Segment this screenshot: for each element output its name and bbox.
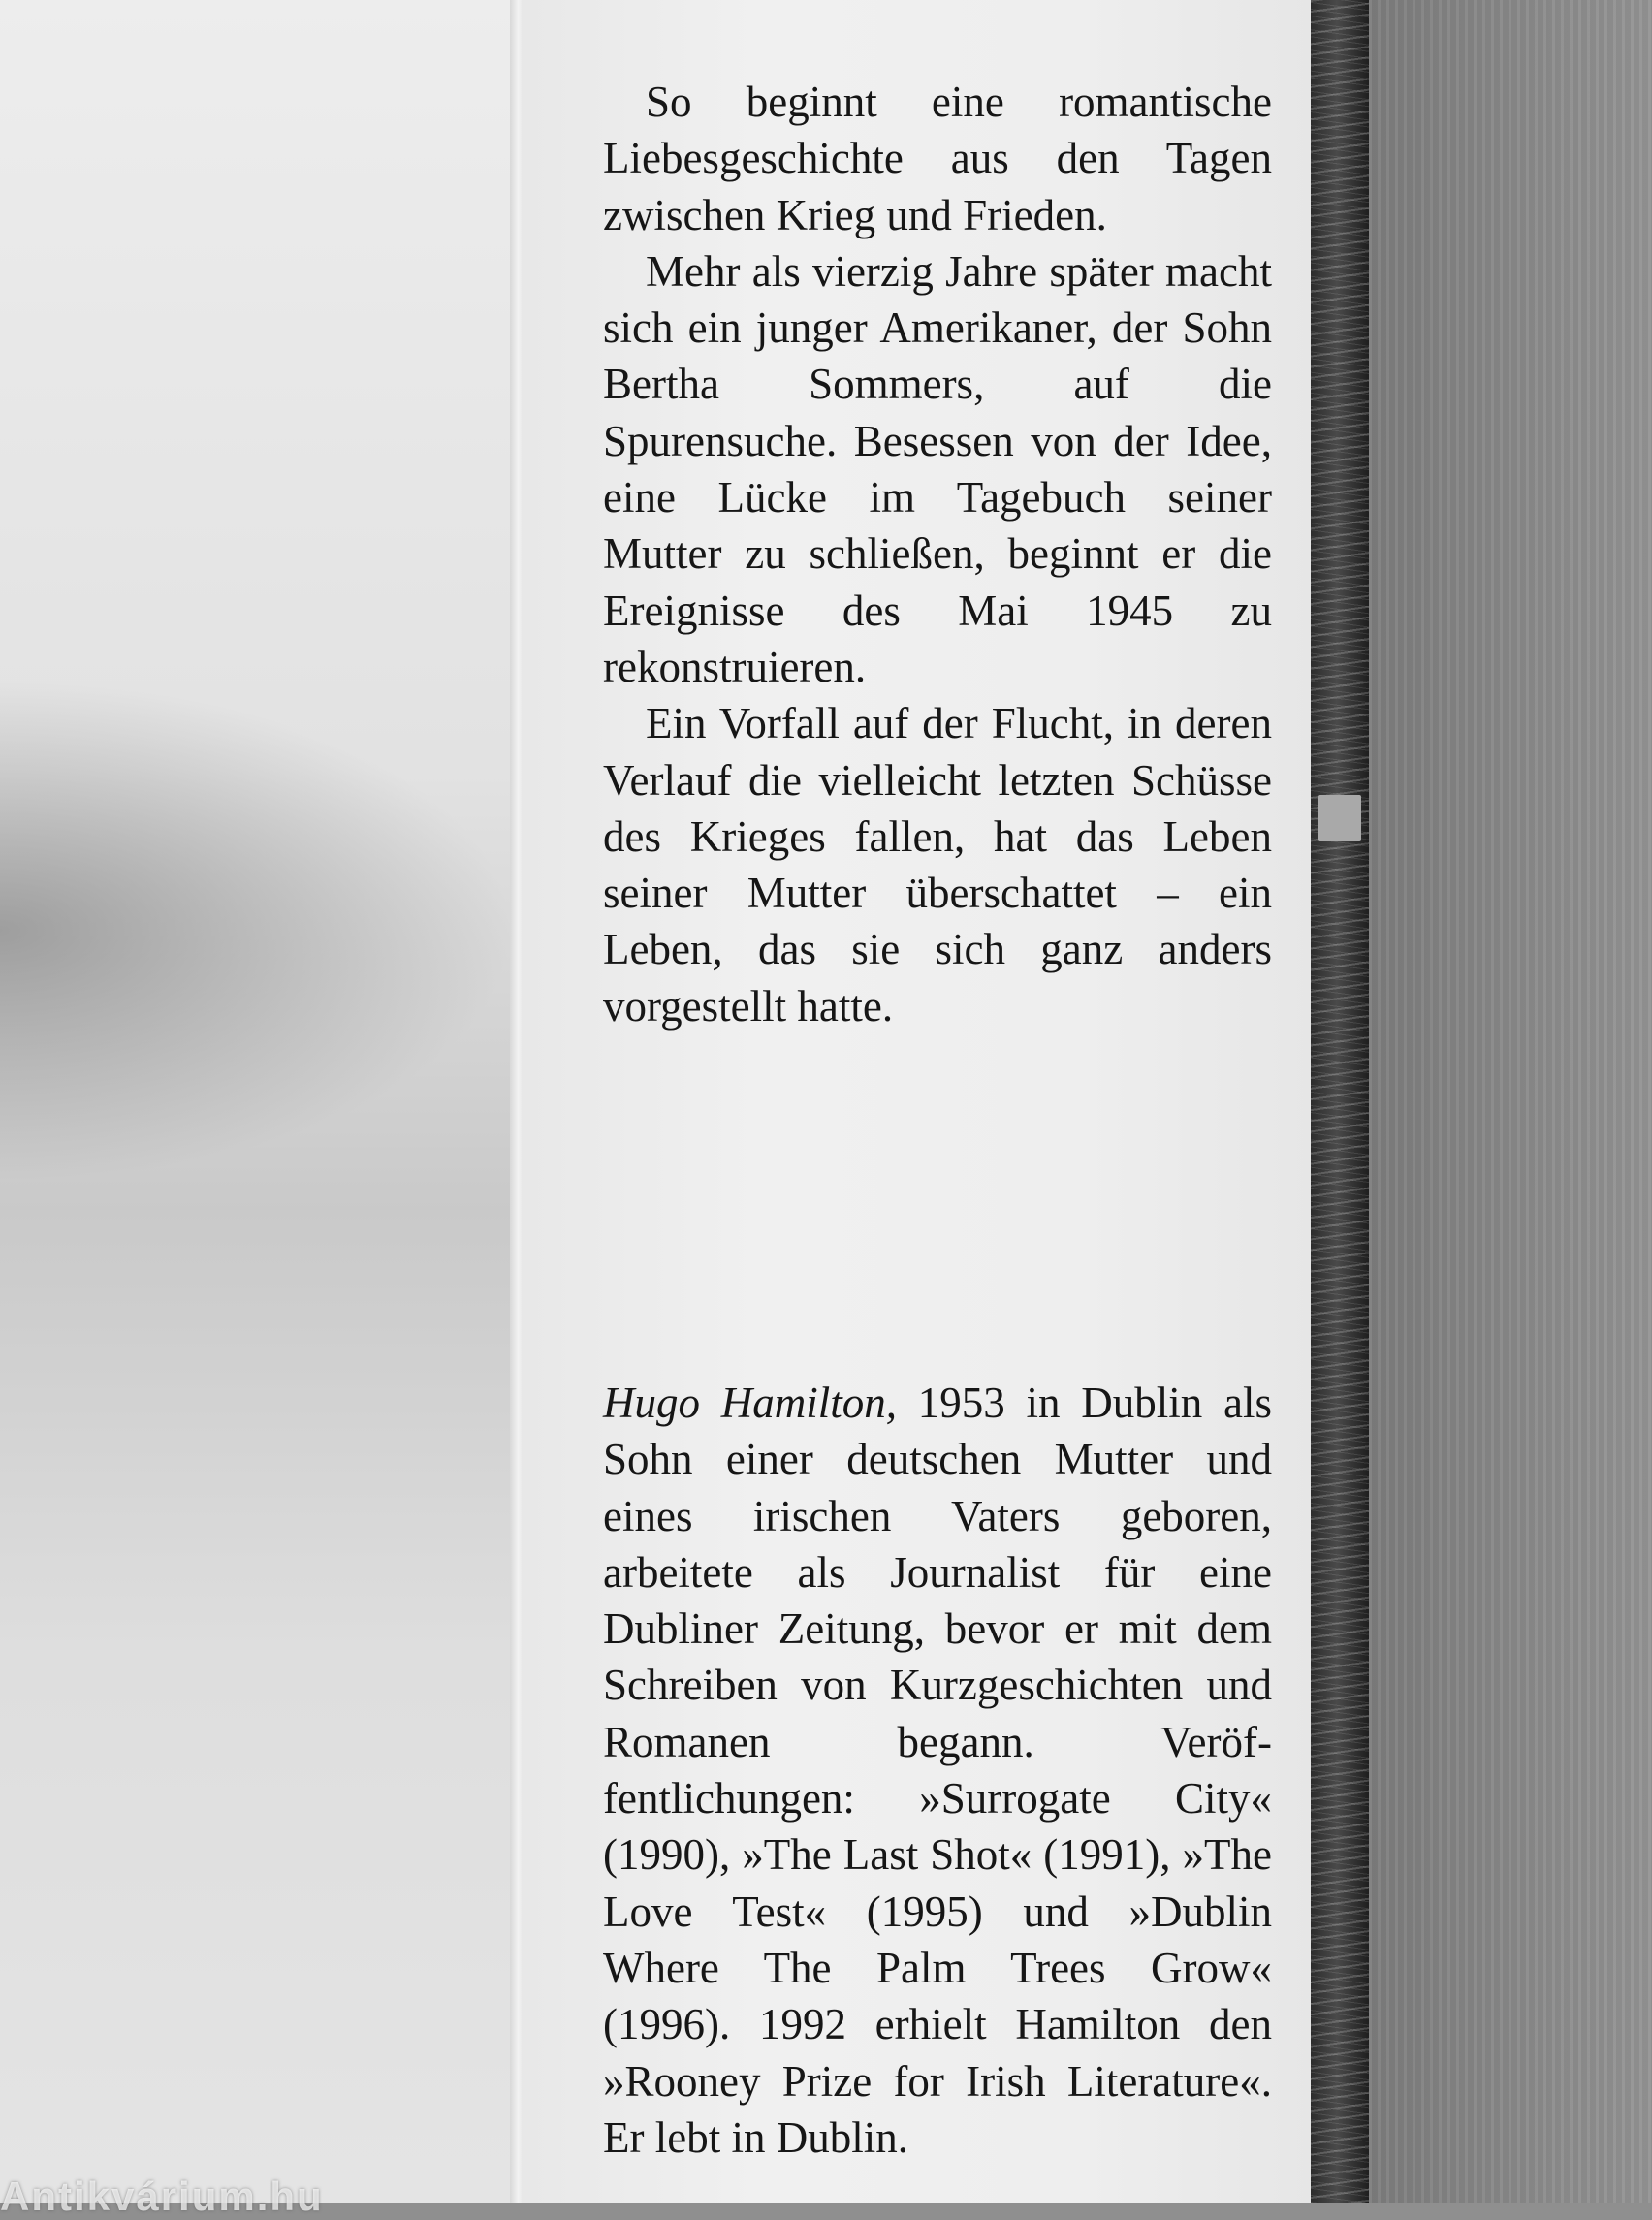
- spine-tab: [1318, 795, 1361, 841]
- author-bio-paragraph: [603, 1375, 1272, 2166]
- author-bio-text: 1953 in Dublin als Sohn einer deutschen Mutter und eines irischen Vaters geboren, arbeitete als Journalist für eine Dubliner Zeitung, bevor er mit dem Schreiben von Kurzgeschichten und Romanen begann. Veröffentlichungen: »Surrogate City« (1990), »The Last Shot« (1991), »The Love Test« (1995) und »Dublin Where The Palm Trees Grow« (1996). 1992 erhielt Hamilton den »Rooney Prize for Irish Literature«. Er lebt in Dublin.: [603, 1379, 1272, 2162]
- left-page-shadow: [0, 679, 516, 1183]
- watermark: Antikvárium.hu: [0, 2173, 324, 2219]
- blurb-paragraph: So beginnt eine romantische Liebesgeschichte aus den Tagen zwischen Krieg und Frieden.: [603, 78, 1272, 239]
- blurb-paragraph: Mehr als vierzig Jahre später macht sich ein junger Amerikaner, der Sohn Bertha Sommers, auf die Spurensuche. Besessen von der Idee, eine Lücke im Tagebuch seiner Mutter zu schließen, beginnt er die Ereignisse des Mai 1945 zu rekonstruieren.: [603, 246, 1272, 691]
- author-bio: [603, 1375, 1272, 2166]
- table-surface: [1369, 0, 1652, 2203]
- book-spine-edge: [1311, 0, 1369, 2203]
- author-name: Hugo Hamilton,: [603, 1379, 897, 1427]
- blurb-paragraph: Ein Vorfall auf der Flucht, in deren Verlauf die vielleicht letzten Schüsse des Krieges fallen, hat das Leben seiner Mutter überschattet – ein Leben, das sie sich ganz anders vorgestellt hatte.: [603, 699, 1272, 1031]
- blurb-text: [603, 74, 1272, 1034]
